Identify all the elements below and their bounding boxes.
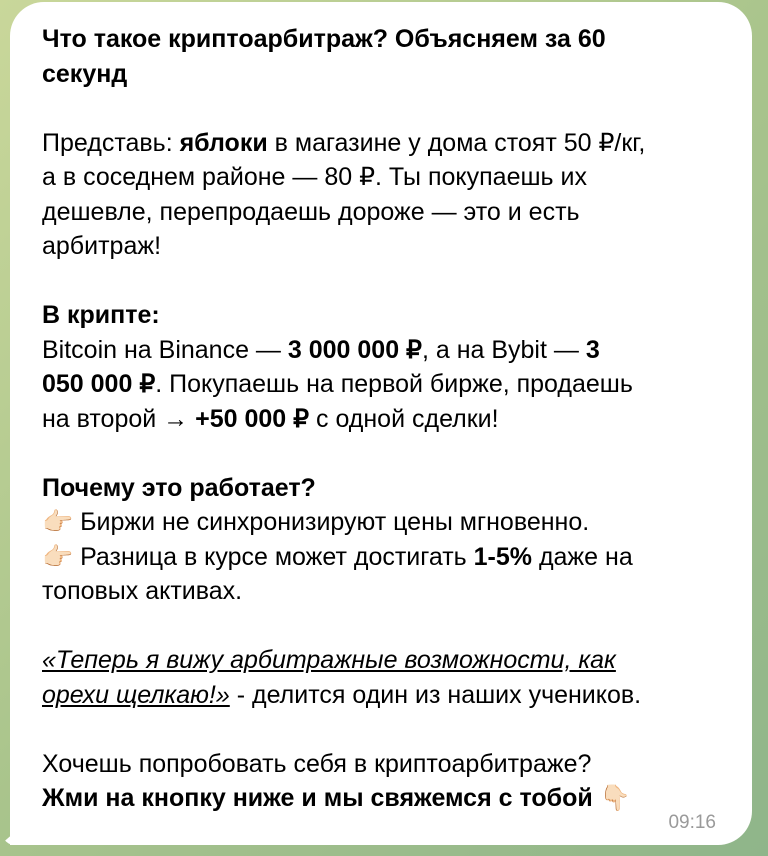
bold-text: Почему это работает? — [42, 473, 316, 502]
text-segment: дешевле, перепродаешь дороже — это и есть — [42, 197, 580, 226]
message-line — [42, 540, 645, 575]
text-segment: - делится один из наших учеников. — [229, 680, 642, 709]
message-line — [42, 574, 645, 609]
message-line — [42, 609, 645, 644]
bold-text: +50 000 ₽ — [195, 404, 310, 433]
text-segment: арбитраж! — [42, 232, 162, 260]
bold-text: яблоки — [179, 128, 268, 157]
bold-text: 3 — [585, 335, 600, 364]
message-line — [42, 160, 645, 195]
message-time: 09:16 — [668, 812, 716, 833]
message-line — [42, 712, 645, 747]
message-line — [42, 298, 645, 333]
message-line — [42, 471, 645, 506]
message-line — [42, 402, 645, 437]
bold-text: секунд — [42, 59, 128, 88]
text-segment: , а на Bybit — — [421, 335, 586, 364]
bold-text: 1-5% — [473, 542, 532, 571]
message-line — [42, 126, 645, 161]
quote-text: орехи щелкаю!» — [42, 680, 230, 709]
text-segment: Bitcoin на Binance — — [42, 335, 288, 364]
text-segment: 👉🏻 Разница в курсе может достигать — [42, 542, 474, 571]
bold-text: 3 000 000 ₽ — [287, 335, 422, 364]
quote-text: «Теперь я вижу арбитражные возможности, как — [42, 646, 616, 674]
bold-text: 050 000 ₽ — [42, 370, 156, 398]
message-line — [42, 195, 645, 230]
message-line — [42, 436, 645, 471]
message-line — [42, 229, 645, 264]
text-segment: с одной сделки! — [309, 404, 499, 433]
message-line — [42, 57, 645, 92]
text-segment: Представь: — [42, 128, 180, 157]
bold-text: Что такое криптоарбитраж? Объясняем за 60 — [42, 25, 606, 53]
bold-text: Жми на кнопку ниже и мы свяжемся с тобой 👇🏻 — [42, 784, 631, 812]
text-segment: в магазине у дома стоят 50 ₽/кг, — [267, 128, 646, 157]
message-line — [42, 22, 645, 57]
message-line — [42, 367, 645, 402]
message-line — [42, 781, 645, 816]
text-segment: а в соседнем районе — 80 ₽. Ты покупаешь их — [42, 163, 587, 191]
text-segment: на второй → — [42, 404, 196, 433]
message-line — [42, 264, 645, 299]
text-segment: топовых активах. — [42, 577, 243, 605]
message-line — [42, 643, 645, 678]
message-bubble — [10, 2, 752, 845]
text-segment: даже на — [532, 542, 633, 571]
text-segment: 👉🏻 Биржи не синхронизируют цены мгновенно. — [42, 508, 590, 536]
text-segment: . Покупаешь на первой бирже, продаешь — [155, 370, 633, 398]
message-line — [42, 91, 645, 126]
message-line — [42, 678, 645, 713]
text-segment: Хочешь попробовать себя в криптоарбитраже? — [42, 749, 592, 778]
message-text — [42, 22, 645, 816]
message-line — [42, 747, 645, 782]
message-line — [42, 333, 645, 368]
bold-text: В крипте: — [42, 301, 160, 329]
message-line — [42, 505, 645, 540]
